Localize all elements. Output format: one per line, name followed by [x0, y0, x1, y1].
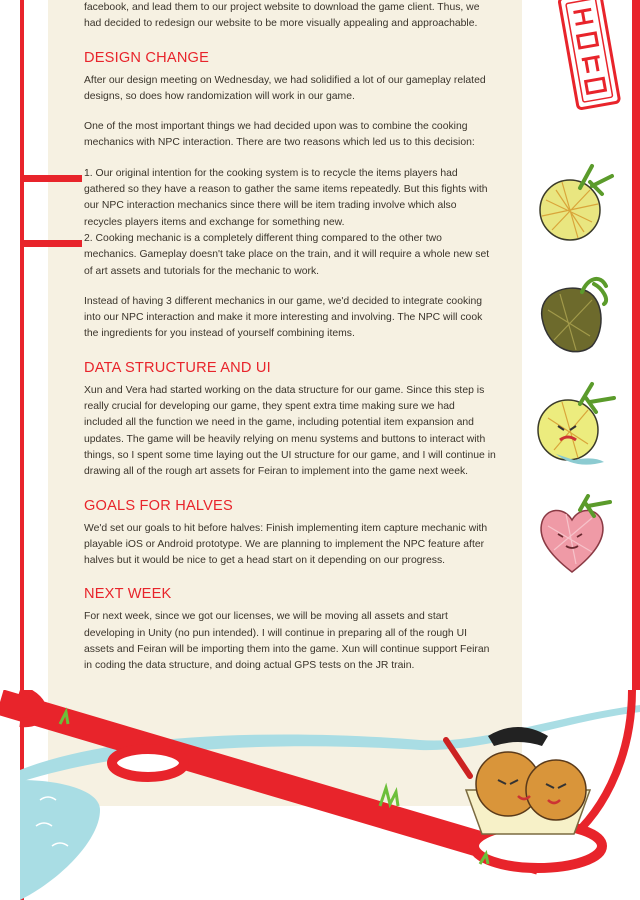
next-week-paragraph: For next week, since we got our licenses, we will be moving all assets and start developing in Unity (no pun intended). I will continue in preparing all of the rough UI assets and Feiran will be importing them into the game. Xun will continue support Feiran in coding the data structure, and doing actual GPS tests on the JR train.	[84, 611, 490, 672]
design-change-paragraph-2: One of the most important things we had decided upon was to combine the cooking mechanics with NPC interaction. There are two reasons which led us to this decision:	[84, 121, 475, 149]
section-heading-data-structure: DATA STRUCTURE AND UI	[84, 359, 271, 376]
rotten-melon-icon	[532, 270, 618, 358]
bullet-bar-1	[20, 175, 82, 182]
pink-heart-melon-icon	[536, 494, 616, 576]
bullet-bar-2	[20, 240, 82, 247]
design-change-reason-1: 1. Our original intention for the cooking system is to recycle the items players had gathered so they have a reason to gather the same items repeatedly. But this fights with our NPC interaction mechanics since there will be item trading involve which also recycles players items and exchange for something new.	[84, 167, 488, 228]
article-body	[84, 0, 496, 675]
goals-for-halves-paragraph: We'd set our goals to hit before halves: Finish implementing item capture mechanic with playable iOS or Android prototype. We are planning to implement the NPC feature after halves but it would be nice to get a head start on it depending on our progress.	[84, 522, 488, 567]
design-change-reason-2: 2. Cooking mechanic is a completely different thing compared to the other two mechanics. Gameplay doesn't take place on the train, and it will require a whole new set of art assets and tutorials for the mechanic to work.	[84, 232, 490, 277]
design-change-paragraph-3: Instead of having 3 different mechanics in our game, we'd decided to integrate cooking into our NPC interaction and make it more interesting and involving. The NPC will cook the ingredients for you instead of yourself combining items.	[84, 295, 483, 340]
bottom-track-illustration	[0, 690, 640, 900]
intro-paragraph: facebook, and lead them to our project website to download the game client. Thus, we had decided to redesign our website to be more visually appealing and approachable.	[84, 2, 480, 30]
yellow-melon-icon	[532, 160, 618, 242]
crying-melon-icon	[530, 378, 620, 470]
stamp-logo-icon	[556, 0, 628, 118]
right-red-rail	[632, 0, 640, 690]
design-change-paragraph-1: After our design meeting on Wednesday, we had solidified a lot of our gameplay related designs, so does how randomization will work in our game.	[84, 74, 486, 102]
section-heading-design-change: DESIGN CHANGE	[84, 49, 210, 66]
section-heading-next-week: NEXT WEEK	[84, 586, 172, 603]
section-heading-goals-for-halves: GOALS FOR HALVES	[84, 497, 233, 514]
data-structure-paragraph: Xun and Vera had started working on the data structure for our game. Since this step is really crucial for developing our game, they spent extra time making sure we had included all the function we need in the game, including potential item expansion and updates. The game will be heavily relying on menu systems and buttons to interact with things, so I spent some time laying out the UI structure for our game, and I will continue in drawing all of the rough art assets for Feiran to implement into the game next week.	[84, 384, 496, 478]
